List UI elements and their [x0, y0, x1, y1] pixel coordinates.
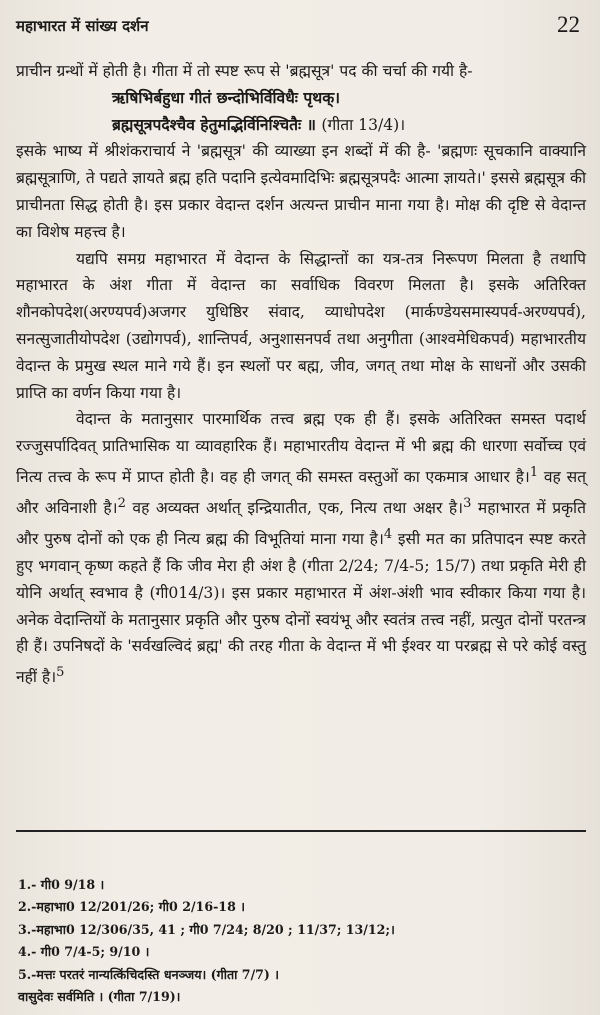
verse-line-2 [16, 112, 586, 139]
paragraph-4-text-5: इसी मत का प्रतिपादन स्पष्ट करते हुए भगवान् कृष्ण कहते हैं कि जीव मेरा ही अंश है (गीता 2/24; 7/4-5; 15/7) तथा प्रकृति मेरी ही योनि अर्थात् स्वभाव है (गी014/3)। इस प्रकार महाभारत में अंश-अंशी भाव स्वीकार किया गया है। अनेक वेदान्तियों के मतानुसार प्रकृति और पुरुष दोनों स्वयंभू और स्वतंत्र तत्त्व नहीं, प्रत्युत दोनों परतन्त्र ही हैं। उपनिषदों के 'सर्वखल्विदं ब्रह्म' की तरह गीता के वेदान्त में भी ईश्वर या परब्रह्म से परे कोई वस्तु नहीं है। [16, 530, 586, 687]
footnote-5-continued: वासुदेवः सर्वमिति । (गीता 7/19)। [18, 989, 181, 1005]
paragraph-4 [16, 406, 586, 691]
footnote-marker-1: 1 [529, 464, 539, 480]
footnote-separator [16, 830, 586, 832]
footnote-4: 4.- गी0 7/4-5; 9/10 । [18, 944, 150, 960]
main-text [16, 58, 586, 691]
running-title: महाभारत में सांख्य दर्शन [16, 17, 149, 35]
footnote-2: 2.-महाभा0 12/201/26; गी0 2/16-18 । [18, 899, 245, 915]
paragraph-4-text-1: वेदान्त के मतानुसार पारमार्थिक तत्त्व ब्रह्म एक ही हैं। इसके अतिरिक्त समस्त पदार्थ रज्जुसर्पादिवत् प्रातिभासिक या व्यावहारिक हैं। महाभारतीय वेदान्त में भी ब्रह्म की धारणा सर्वोच्च एवं नित्य तत्त्व के रूप में प्राप्त होती है। वह ही जगत् की समस्त वस्तुओं का एकमात्र आधार है। [16, 410, 586, 487]
paragraph-4-text-2: वह सत् और अविनाशी है। [16, 468, 587, 518]
footnote-marker-5: 5 [56, 665, 65, 681]
paragraph-4-text-3: वह अव्यक्त अर्थात् इन्द्रियातीत, एक, नित्य तथा अक्षर है। [125, 499, 464, 518]
verse-line-1: ऋषिभिर्बहुधा गीतं छन्दोभिर्विविधैः पृथक्। [112, 87, 341, 107]
verse-reference: (गीता 13/4)। [321, 115, 406, 134]
page-header [16, 12, 580, 46]
footnote-marker-2: 2 [117, 495, 126, 511]
verse-text: ब्रह्मसूत्रपदैश्चैव हेतुमद्भिर्विनिश्चितैः ॥ [112, 114, 316, 134]
paragraph-3: यद्यपि समग्र महाभारत में वेदान्त के सिद्धान्तों का यत्र-तत्र निरूपण मिलता है तथापि महाभारत के अंश गीता में वेदान्त का सर्वाधिक विवरण मिलता है। इसके अतिरिक्त शौनकोपदेश(अरण्यपर्व)अजगर युधिष्ठिर संवाद, व्याधोपदेश (मार्कण्डेयसमास्यपर्व-अरण्यपर्व), सनत्सुजातीयोपदेश (उद्योगपर्व), शान्तिपर्व, अनुशासनपर्व तथा अनुगीता (आश्वमेधिकपर्व) महाभारतीय वेदान्त के प्रमुख स्थल माने गये हैं। इन स्थलों पर बह्म, जीव, जगत् तथा मोक्ष के साधनों और उसकी प्राप्ति का वर्णन किया गया है। [16, 249, 586, 402]
footnote-1: 1.- गी0 9/18 । [18, 877, 105, 892]
paragraph-1: प्राचीन ग्रन्थों में होती है। गीता में तो स्पष्ट रूप से 'ब्रह्मसूत्र' पद की चर्चा की गयी है- [16, 62, 473, 80]
footnote-3: 3.-महाभा0 12/306/35, 41 ; गी0 7/24; 8/20 ; 11/37; 13/12;। [18, 921, 395, 937]
footnotes [18, 874, 578, 1008]
footnote-marker-3: 3 [463, 495, 472, 511]
footnote-marker-4: 4 [383, 526, 393, 542]
paragraph-4-text-4: महाभारत में प्रकृति और पुरुष दोनों को एक ही नित्य ब्रह्म की विभूतियां माना गया है। [16, 499, 586, 549]
page-number: 22 [557, 12, 580, 37]
paragraph-2: इसके भाष्य में श्रीशंकराचार्य ने 'ब्रह्मसूत्र' की व्याख्या इन शब्दों में की है- 'ब्रह्मणः सूचकानि वाक्यानि ब्रह्मसूत्राणि, ते पद्यते ज्ञायते ब्रह्म हति पदानि इत्येवमादिभिः ब्रह्मसूत्रपदैः आत्मा ज्ञायते।' इससे ब्रह्मसूत्र की प्राचीनता सिद्ध होती है। इस प्रकार वेदान्त दर्शन अत्यन्त प्राचीन माना गया है। मोक्ष की दृष्टि से वेदान्त का विशेष महत्त्व है। [16, 142, 586, 241]
footnote-5: 5.-मत्तः परतरं नान्यत्किंचिदस्ति धनञ्जय। (गीता 7/7) । [18, 966, 280, 982]
